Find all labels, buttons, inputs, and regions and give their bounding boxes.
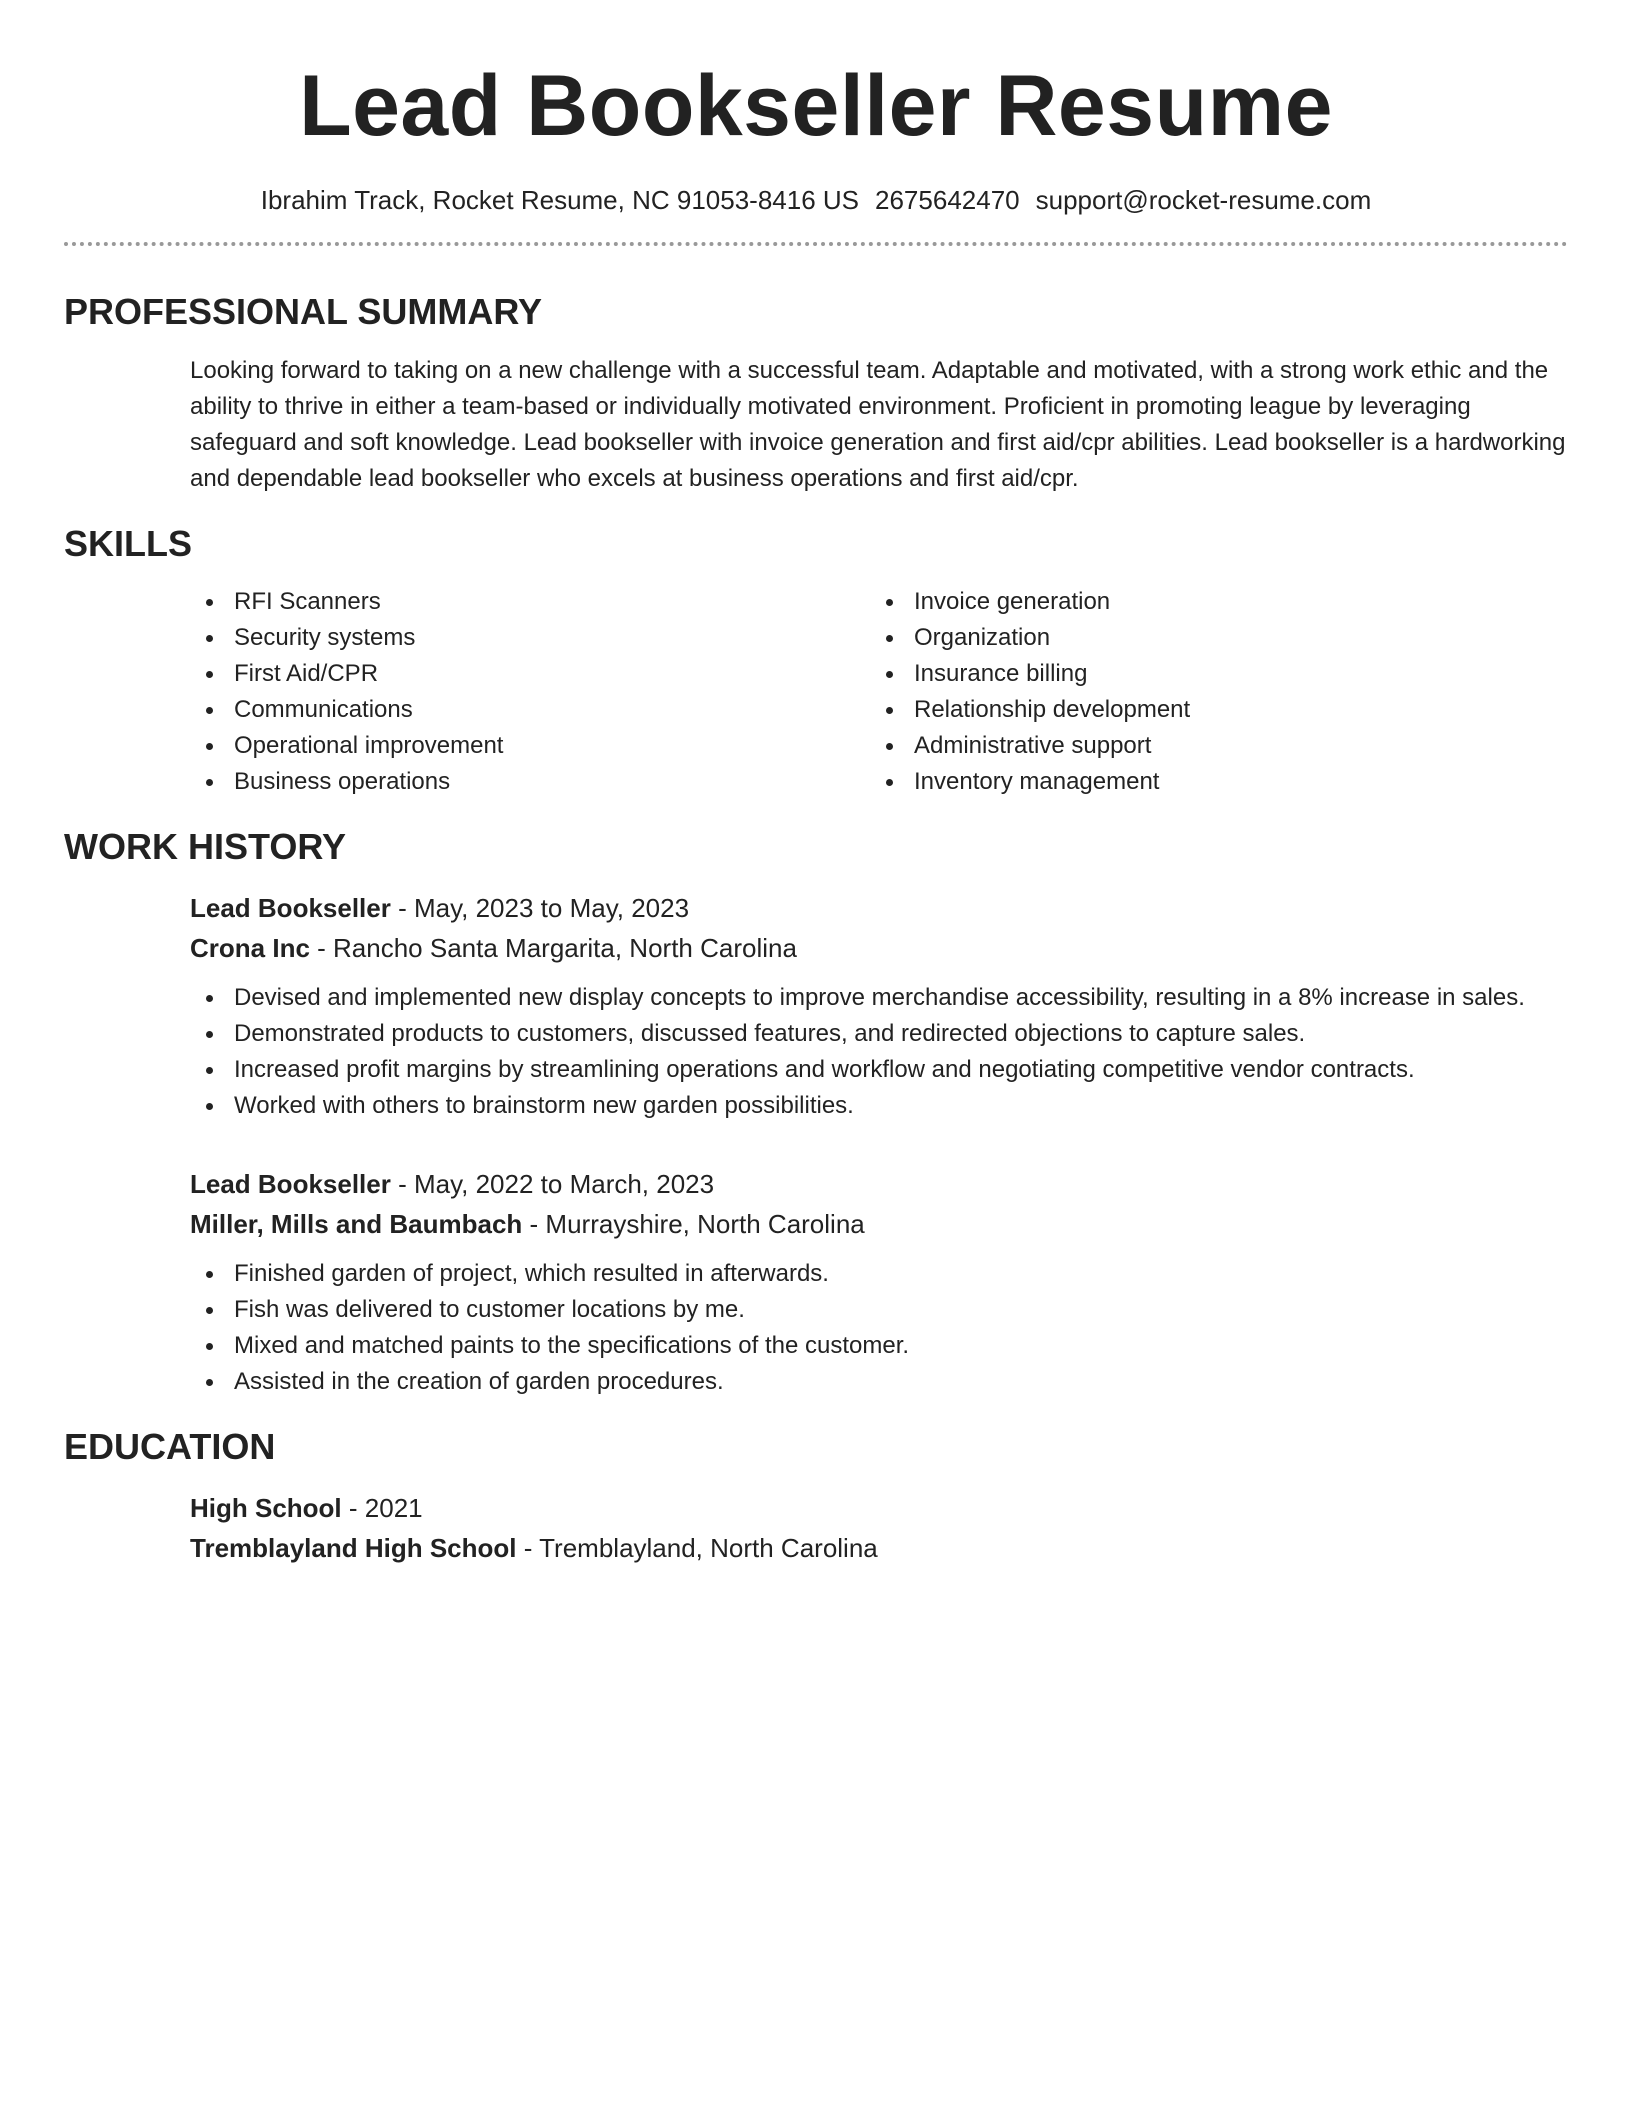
education-heading: EDUCATION [64, 1426, 276, 1467]
skills-column-left [190, 584, 870, 800]
job-bullet: Worked with others to brainstorm new garden possibilities. [190, 1088, 1568, 1124]
skill-item: Relationship development [870, 692, 1550, 728]
job-bullet: Demonstrated products to customers, discussed features, and redirected objections to capture sales. [190, 1016, 1568, 1052]
job-company: Crona Inc [190, 933, 310, 963]
job-location: - Murrayshire, North Carolina [522, 1209, 865, 1239]
skill-item: Insurance billing [870, 656, 1550, 692]
skill-item: First Aid/CPR [190, 656, 870, 692]
job-location: - Rancho Santa Margarita, North Carolina [309, 933, 797, 963]
job-title: Lead Bookseller [190, 893, 391, 923]
job-bullet: Fish was delivered to customer locations by me. [190, 1292, 1568, 1328]
job-entry [64, 888, 1568, 968]
job-company-line [190, 928, 1568, 968]
summary-heading: PROFESSIONAL SUMMARY [64, 291, 543, 332]
skills-list [64, 584, 1568, 800]
skill-item: Business operations [190, 764, 870, 800]
contact-line [64, 182, 1568, 218]
contact-phone: 2675642470 [875, 185, 1020, 215]
job-title: Lead Bookseller [190, 1169, 391, 1199]
skill-item: RFI Scanners [190, 584, 870, 620]
job-title-line [190, 888, 1568, 928]
job-bullet: Increased profit margins by streamlining operations and workflow and negotiating competitive vendor contracts. [190, 1052, 1568, 1088]
contact-email: support@rocket-resume.com [1035, 185, 1372, 215]
job-bullet: Devised and implemented new display concepts to improve merchandise accessibility, resulting in a 8% increase in sales. [190, 980, 1568, 1016]
job-company: Miller, Mills and Baumbach [190, 1209, 523, 1239]
job-bullet: Mixed and matched paints to the specifications of the customer. [190, 1328, 1568, 1364]
education-school: Tremblayland High School [190, 1533, 517, 1563]
job-bullet-list [190, 980, 1568, 1124]
job-title-line [190, 1164, 1568, 1204]
skills-column-right [870, 584, 1550, 800]
skill-item: Operational improvement [190, 728, 870, 764]
skill-item: Administrative support [870, 728, 1550, 764]
education-degree: High School [190, 1493, 342, 1523]
skill-item: Security systems [190, 620, 870, 656]
job-bullets [64, 980, 1568, 1124]
skills-heading: SKILLS [64, 523, 193, 564]
job-dates: - May, 2022 to March, 2023 [390, 1169, 715, 1199]
resume-title: Lead Bookseller Resume [299, 58, 1333, 154]
education-year: - 2021 [341, 1493, 423, 1523]
skill-item: Inventory management [870, 764, 1550, 800]
education-degree-line [190, 1488, 1568, 1528]
job-bullet: Assisted in the creation of garden procedures. [190, 1364, 1568, 1400]
work-history-heading: WORK HISTORY [64, 826, 347, 867]
education-school-line [190, 1528, 1568, 1568]
contact-address: Ibrahim Track, Rocket Resume, NC 91053-8416 US [260, 185, 860, 215]
header-divider [64, 242, 1568, 246]
job-dates: - May, 2023 to May, 2023 [390, 893, 690, 923]
skill-item: Invoice generation [870, 584, 1550, 620]
job-bullets [64, 1256, 1568, 1400]
education-location: - Tremblayland, North Carolina [516, 1533, 878, 1563]
education-entry [64, 1488, 1568, 1568]
skill-item: Communications [190, 692, 870, 728]
job-bullet: Finished garden of project, which resulted in afterwards. [190, 1256, 1568, 1292]
job-bullet-list [190, 1256, 1568, 1400]
job-company-line [190, 1204, 1568, 1244]
skill-item: Organization [870, 620, 1550, 656]
summary-text: Looking forward to taking on a new challenge with a successful team. Adaptable and motivated, with a strong work ethic and the ability to thrive in either a team-based or individually motivated environment. Proficient in promoting league by leveraging safeguard and soft knowledge. Lead bookseller with invoice generation and first aid/cpr abilities. Lead bookseller is a hardworking and dependable lead bookseller who excels at business operations and first aid/cpr. [190, 357, 1566, 492]
job-entry [64, 1164, 1568, 1244]
